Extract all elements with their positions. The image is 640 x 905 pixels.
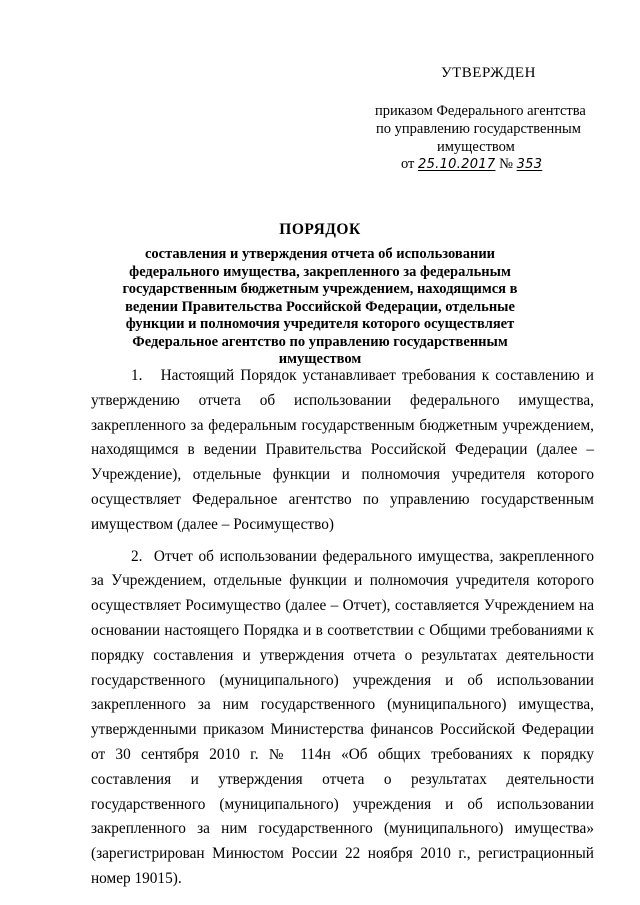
handwritten-number: 353	[516, 157, 543, 172]
approval-line-3: имуществом	[437, 139, 515, 155]
paragraph-number: 2.	[131, 547, 143, 565]
document-heading	[110, 220, 530, 369]
approval-line-1: приказом Федерального агентства	[375, 103, 586, 119]
approval-date-line	[401, 156, 542, 173]
paragraph-text: Отчет об использовании федерального имущества, закрепленного за Учреждением, отдельные функции и полномочия учредителя которого осуществляет Росимущество (далее – Отчет), составляется Учреждением на основании настоящего Порядка и в соответствии с Общими требованиями к порядку составления и утверждения отчета о результатах деятельности государственного (муниципального) учреждения и об использовании закрепленного за ним государственного (муниципального) имущества, утвержденными приказом Министерства финансов Российской Федерации от 30 сентября 2010 г. № 114н «Об общих требованиях к порядку составления и утверждения отчета о результатах деятельности государственного (муниципального) учреждения и об использовании закрепленного за ним государственного (муниципального) имущества» (зарегистрирован Минюстом России 22 ноября 2010 г., регистрационный номер 19015).	[91, 547, 594, 887]
approval-line-2: по управлению государственным	[376, 121, 581, 137]
approval-title: УТВЕРЖДЕН	[441, 65, 536, 81]
paragraph-text: Настоящий Порядок устанавливает требования к составлению и утверждению отчета об использовании федерального имущества, закрепленного за федеральным государственным бюджетным учреждением, находящимся в ведении Правительства Российской Федерации (далее – Учреждение), отдельные функции и полномочия учредителя которого осуществляет Федеральное агентство по управлению государственным имуществом (далее – Росимущество)	[91, 367, 594, 533]
paragraph-number: 1.	[131, 367, 143, 384]
handwritten-date: 25.10.2017	[418, 157, 496, 172]
document-body	[91, 364, 594, 899]
heading-subtitle: составления и утверждения отчета об использовании федерального имущества, закрепленного за федеральным государственным бюджетным учреждением, находящимся в ведении Правительства Российской Федерации, отдельные функции и полномочия учредителя которого осуществляет Федеральное агентство по управлению государственным имуществом	[122, 246, 518, 367]
paragraph-1	[91, 364, 594, 538]
date-prefix: от	[401, 156, 415, 172]
paragraph-2	[91, 545, 594, 892]
heading-title: ПОРЯДОК	[279, 221, 361, 238]
number-prefix: №	[499, 156, 513, 172]
